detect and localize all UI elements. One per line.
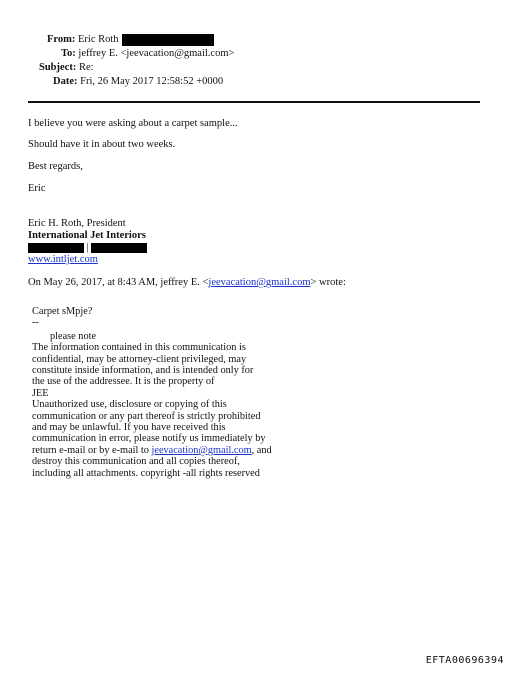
reply-header-suffix: > wrote: xyxy=(310,277,346,288)
signature-company: International Jet Interiors xyxy=(28,230,146,241)
body-line-2: Should have it in about two weeks. xyxy=(28,139,176,150)
from-row xyxy=(47,33,214,46)
from-value: Eric Roth xyxy=(78,34,119,45)
quoted-line: and may be unlawful. If you have received this xyxy=(32,422,226,434)
date-row xyxy=(53,75,223,88)
reply-email-link[interactable]: jeevacation@gmail.com xyxy=(208,277,311,288)
signature-website-link[interactable]: www.intljet.com xyxy=(28,254,98,265)
header-divider xyxy=(28,101,480,103)
subject-value: Re: xyxy=(78,62,94,73)
redaction-bar xyxy=(91,243,147,253)
signature-separator: | xyxy=(86,242,89,253)
reply-header-prefix: On May 26, 2017, at 8:43 AM, jeffrey E. < xyxy=(28,277,209,288)
date-value: Fri, 26 May 2017 12:58:52 +0000 xyxy=(80,76,224,87)
document-id: EFTA00696394 xyxy=(425,655,504,666)
quoted-line: including all attachments. copyright -all rights reserved xyxy=(32,467,260,479)
body-name: Eric xyxy=(28,183,46,194)
date-label: Date: xyxy=(53,76,78,87)
reply-header xyxy=(28,276,346,289)
quoted-line: communication in error, please notify us immediately by xyxy=(32,433,266,445)
quoted-line: Carpet sMpje? xyxy=(32,306,93,317)
signature-name-title: Eric H. Roth, President xyxy=(28,218,126,229)
quoted-line: confidential, may be attorney-client privileged, may xyxy=(32,353,247,365)
redaction-bar xyxy=(28,243,84,253)
quoted-line: Unauthorized use, disclosure or copying of this xyxy=(32,399,227,411)
body-closing: Best regards, xyxy=(28,161,83,172)
redaction-bar xyxy=(122,34,214,46)
quoted-line: JEE xyxy=(32,387,49,399)
quoted-line: constitute inside information, and is intended only for xyxy=(32,365,254,377)
quoted-line: The information contained in this communication is xyxy=(32,342,246,354)
quoted-line: please note xyxy=(50,330,97,342)
quoted-line xyxy=(32,445,272,456)
quoted-line: communication or any part thereof is strictly prohibited xyxy=(32,410,261,422)
subject-label: Subject: xyxy=(39,62,77,73)
from-label: From: xyxy=(47,34,76,45)
to-label: To: xyxy=(61,48,76,59)
to-value: jeffrey E. <jeevacation@gmail.com> xyxy=(78,48,235,59)
subject-row xyxy=(39,61,94,74)
quoted-line: -- xyxy=(32,317,39,329)
quoted-line: destroy this communication and all copies thereof, xyxy=(32,456,240,468)
to-row xyxy=(61,47,234,60)
quoted-text: return e-mail or by e-mail to xyxy=(32,444,152,456)
quoted-text: , and xyxy=(251,444,272,456)
quoted-message xyxy=(32,306,272,479)
quoted-email-link[interactable]: jeevacation@gmail.com xyxy=(151,444,252,456)
quoted-line: the use of the addressee. It is the property of xyxy=(32,376,215,388)
body-line-1: I believe you were asking about a carpet sample... xyxy=(28,118,238,129)
